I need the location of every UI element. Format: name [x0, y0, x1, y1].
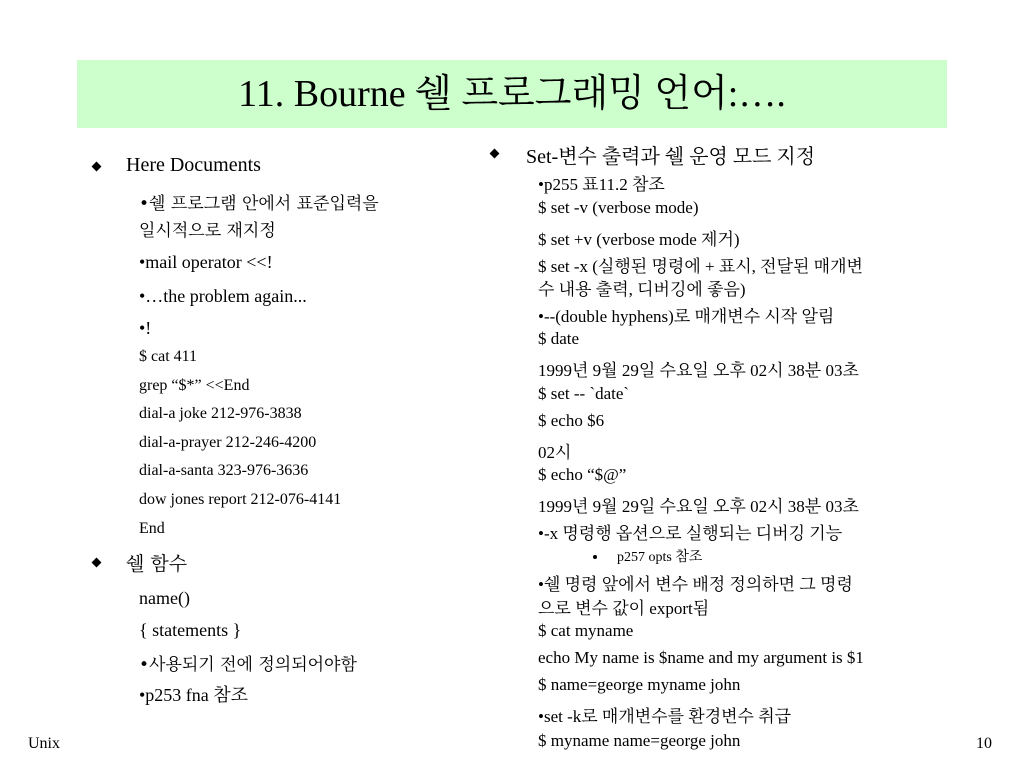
- right-line: $ cat myname: [538, 621, 634, 640]
- left-item: •…the problem again...: [139, 286, 307, 306]
- right-line: 02시: [538, 443, 572, 462]
- right-line: 1999년 9월 29일 수요일 오후 02시 38분 03초: [538, 497, 859, 516]
- right-line: $ echo “$@”: [538, 465, 627, 484]
- right-line: $ set -v (verbose mode): [538, 198, 699, 217]
- right-line: $ set -- `date`: [538, 384, 630, 403]
- right-line: $ echo $6: [538, 411, 605, 430]
- code-line: dial-a-prayer 212-246-4200: [139, 434, 317, 451]
- right-line: 수 내용 출력, 디버깅에 좋음): [538, 280, 746, 299]
- right-line: 으로 변수 값이 export됨: [538, 599, 710, 618]
- footer-label: Unix: [28, 735, 60, 752]
- code-line: $ cat 411: [139, 348, 198, 365]
- right-line: $ date: [538, 329, 580, 348]
- slide-title: 11. Bourne 쉘 프로그래밍 언어:….: [238, 73, 786, 115]
- code-line: dial-a-santa 323-976-3636: [139, 462, 309, 479]
- left-heading-shell-functions: 쉘 함수: [126, 553, 188, 575]
- diamond-bullet-icon: [92, 162, 102, 172]
- right-line: $ myname name=george john: [538, 731, 741, 750]
- sub-bullet-icon: [593, 555, 597, 559]
- diamond-bullet-icon: [490, 149, 500, 159]
- left-item: •사용되기 전에 정의되어야함: [139, 655, 357, 675]
- left-item: •p253 fna 참조: [139, 685, 249, 705]
- right-heading-set: Set-변수 출력과 쉘 운영 모드 지정: [526, 146, 816, 168]
- code-line: dial-a joke 212-976-3838: [139, 405, 302, 422]
- right-line: $ set +v (verbose mode 제거): [538, 230, 740, 249]
- code-line: grep “$*” <<End: [139, 377, 250, 394]
- right-line: •--(double hyphens)로 매개변수 시작 알림: [538, 307, 835, 326]
- right-line: 1999년 9월 29일 수요일 오후 02시 38분 03초: [538, 361, 859, 380]
- left-item: name(): [139, 588, 190, 608]
- page-number: 10: [976, 735, 992, 752]
- diamond-bullet-icon: [92, 558, 102, 568]
- left-heading-here-documents: Here Documents: [126, 154, 261, 176]
- right-line: •-x 명령행 옵션으로 실행되는 디버깅 기능: [538, 524, 843, 543]
- right-line: echo My name is $name and my argument is $1: [538, 648, 864, 667]
- right-line: •set -k로 매개변수를 환경변수 취급: [538, 707, 792, 726]
- right-line: $ name=george myname john: [538, 675, 741, 694]
- title-bar: [77, 60, 947, 128]
- code-line: dow jones report 212-076-4141: [139, 491, 342, 508]
- code-line: End: [139, 520, 165, 537]
- right-line: •쉘 명령 앞에서 변수 배정 정의하면 그 명령: [538, 575, 853, 594]
- right-line: $ set -x (실행된 명령에 + 표시, 전달된 매개변: [538, 257, 863, 276]
- left-item: •쉘 프로그램 안에서 표준입력을: [139, 194, 379, 214]
- left-item: •!: [139, 318, 152, 338]
- left-item: •mail operator <<!: [139, 252, 273, 272]
- right-line: •p255 표11.2 참조: [538, 175, 665, 194]
- right-sub-line: p257 opts 참조: [617, 550, 703, 565]
- left-item: { statements }: [139, 620, 242, 640]
- left-item: 일시적으로 재지정: [139, 221, 276, 241]
